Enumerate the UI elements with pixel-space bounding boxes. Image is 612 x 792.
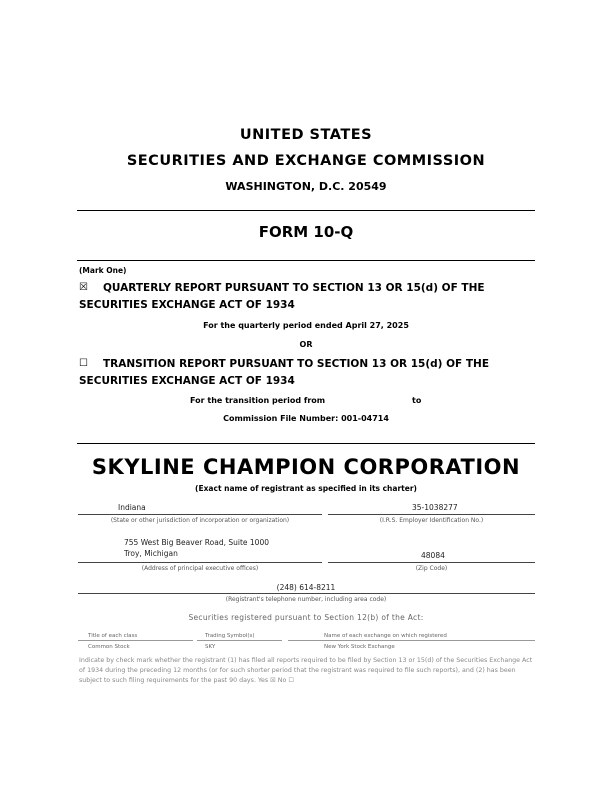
state-caption: (State or other jurisdiction of incorporation or organization) [110,517,290,524]
trading-symbol-value: SKY [205,644,216,650]
indicate-check-paragraph: Indicate by check mark whether the registrant (1) has filed all reports required to be filed by Section 13 or 15(d) of the Securities Exchange Act of 1934 during the preceding 12 months (or for such shorter period that the registrant was required to file such reports), and (2) has been subject to such filing requirements for the past 90 days. Yes ☒ No ☐ [79,657,533,684]
divider-form [77,260,535,261]
ein-caption: (I.R.S. Employer Identification No.) [379,517,484,524]
phone-value: (248) 614-8211 [276,583,336,592]
state-value: Indiana [118,503,146,512]
address-line1: 755 West Big Beaver Road, Suite 1000 [124,538,269,547]
ein-value: 35-1038277 [412,503,458,512]
class-title-header: Title of each class [88,633,138,639]
state-underline [78,514,322,515]
or-separator: OR [299,340,313,349]
trading-symbol-underline [197,640,282,641]
transition-report-line1: TRANSITION REPORT PURSUANT TO SECTION 13 OR 15(d) OF THE [103,358,489,370]
exchange-value: New York Stock Exchange [324,644,395,650]
quarterly-report-line2: SECURITIES EXCHANGE ACT OF 1934 [79,299,295,311]
transition-report-clause [79,356,519,390]
class-title-underline [78,640,193,641]
agency-header: UNITED STATES [239,127,373,143]
form-title: FORM 10-Q [258,223,354,241]
agency-location: WASHINGTON, D.C. 20549 [225,180,387,193]
divider-company [77,443,535,444]
zip-value: 48084 [421,551,445,560]
phone-caption: (Registrant's telephone number, including area code) [225,596,387,603]
address-line2: Troy, Michigan [124,549,178,558]
quarterly-report-line1: QUARTERLY REPORT PURSUANT TO SECTION 13 OR 15(d) OF THE [103,282,485,294]
exchange-underline [288,640,535,641]
quarterly-period: For the quarterly period ended April 27, 2025 [203,321,409,330]
phone-underline [78,593,535,594]
transition-report-line2: SECURITIES EXCHANGE ACT OF 1934 [79,375,295,387]
transition-period-to: to [412,396,422,405]
registrant-name: SKYLINE CHAMPION CORPORATION [91,455,521,479]
address-caption: (Address of principal executive offices) [141,565,259,572]
ein-underline [328,514,535,515]
commission-header: SECURITIES AND EXCHANGE COMMISSION [126,153,486,169]
class-title-value: Common Stock [88,644,130,650]
exchange-header: Name of each exchange on which registered [324,633,447,639]
commission-file-number: Commission File Number: 001-04714 [223,414,389,423]
zip-underline [328,562,535,563]
quarterly-report-clause [79,280,519,314]
zip-caption: (Zip Code) [415,565,448,572]
trading-symbol-header: Trading Symbol(s) [205,633,255,639]
registrant-name-caption: (Exact name of registrant as specified in its charter) [195,484,417,493]
address-underline [78,562,322,563]
checked-box-icon: ☒ [79,282,88,293]
section-12b-title: Securities registered pursuant to Section 12(b) of the Act: [188,613,424,622]
transition-period-from: For the transition period from [190,396,326,405]
divider-top [77,210,535,211]
mark-one-label: (Mark One) [79,266,127,275]
unchecked-box-icon: ☐ [79,358,88,369]
